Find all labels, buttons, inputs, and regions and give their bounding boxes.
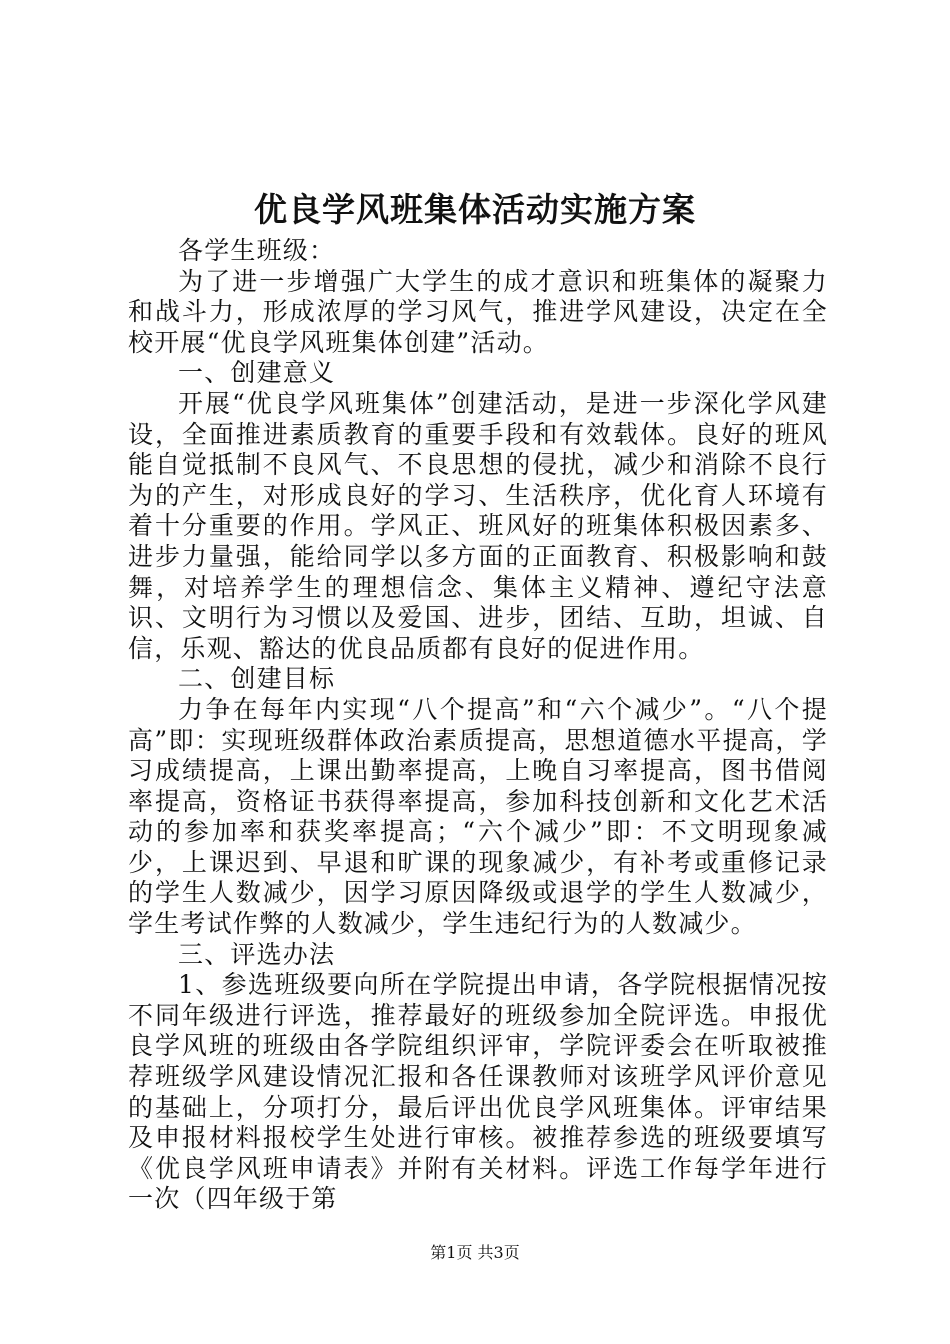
section-body-significance: 开展“优良学风班集体”创建活动，是进一步深化学风建设，全面推进素质教育的重要手段和有效载体。良好的班风能自觉抵制不良风气、不良思想的侵扰，减少和消除不良行为的产生，对形成良好的学习、生活秩序，优化育人环境有着十分重要的作用。学风正、班风好的班集体积极因素多、进步力量强，能给同学以多方面的正面教育、积极影响和鼓舞，对培养学生的理想信念、集体主义精神、遵纪守法意识、文明行为习惯以及爱国、进步，团结、互助，坦诚、自信，乐观、豁达的优良品质都有良好的促进作用。 <box>128 388 828 663</box>
intro-paragraph: 为了进一步增强广大学生的成才意识和班集体的凝聚力和战斗力，形成浓厚的学习风气，推进学风建设，决定在全校开展“优良学风班集体创建”活动。 <box>128 266 828 357</box>
greeting: 各学生班级： <box>178 236 336 265</box>
section-body-method: 1、参选班级要向所在学院提出申请，各学院根据情况按不同年级进行评选，推荐最好的班级参加全院评选。申报优良学风班的班级由各学院组织评审，学院评委会在听取被推荐班级学风建设情况汇报和各任课教师对该班学风评价意见的基础上，分项打分，最后评出优良学风班集体。评审结果及申报材料报校学生处进行审核。被推荐参选的班级要填写《优良学风班申请表》并附有关材料。评选工作每学年进行一次（四年级于第 <box>128 970 828 1214</box>
document-body <box>128 236 828 1215</box>
section-heading-goals: 二、创建目标 <box>178 664 336 694</box>
section-heading-significance: 一、创建意义 <box>178 358 336 388</box>
section-heading-method: 三、评选办法 <box>178 939 336 969</box>
page-footer: 第1页 共3页 <box>430 1243 520 1262</box>
document-title: 优良学风班集体活动实施方案 <box>254 190 696 229</box>
section-body-goals: 力争在每年内实现“八个提高”和“六个减少”。“八个提高”即：实现班级群体政治素质提高，思想道德水平提高，学习成绩提高，上课出勤率提高，上晚自习率提高，图书借阅率提高，资格证书获得率提高，参加科技创新和文化艺术活动的参加率和获奖率提高；“六个减少”即：不文明现象减少，上课迟到、早退和旷课的现象减少，有补考或重修记录的学生人数减少，因学习原因降级或退学的学生人数减少，学生考试作弊的人数减少，学生违纪行为的人数减少。 <box>128 694 828 939</box>
